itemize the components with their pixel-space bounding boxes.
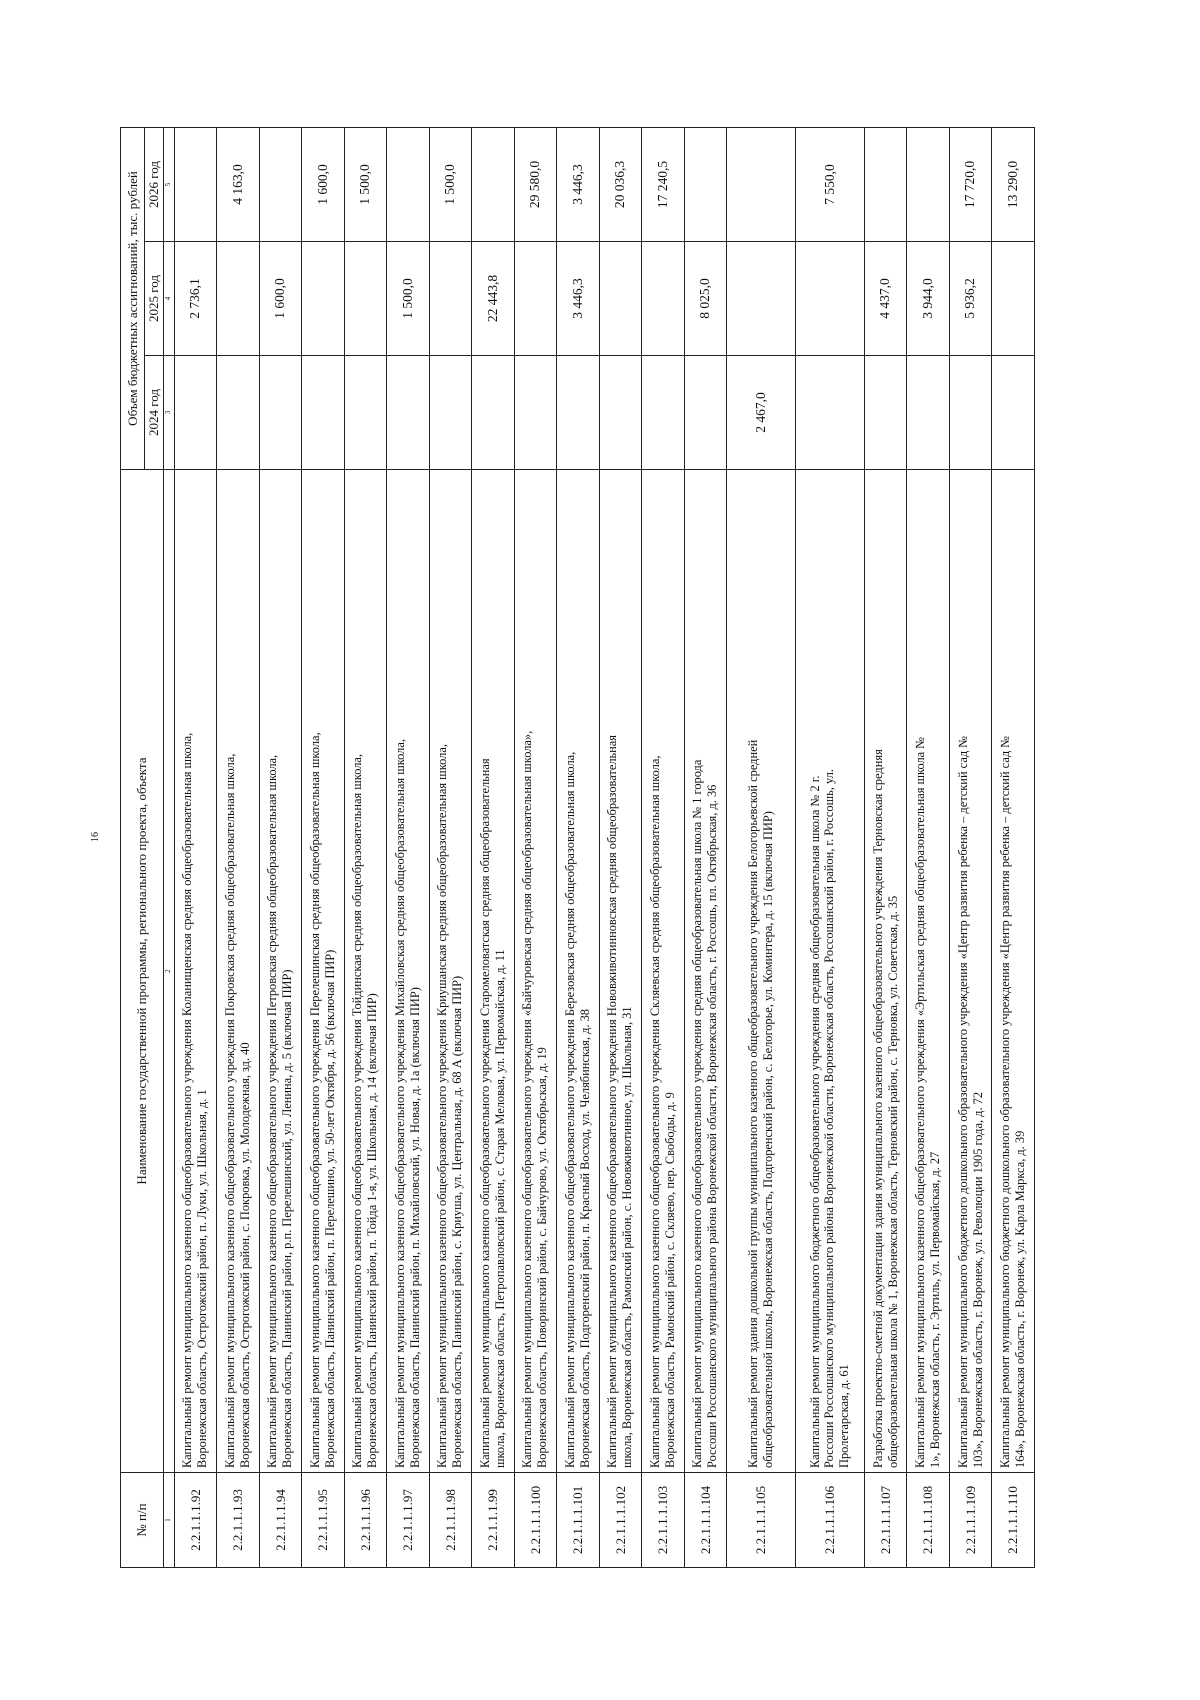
- object-name-line: Воронежская область, Острогожский район, с. Покровка, ул. Молодежная, зд. 40: [237, 1042, 252, 1468]
- table-row: [864, 127, 907, 1567]
- row-object-name: [599, 470, 642, 1473]
- table-row: [795, 127, 864, 1567]
- table-row: [174, 127, 217, 1567]
- row-number: 2.2.1.1.1.101: [557, 1473, 600, 1568]
- row-object-name: [217, 470, 260, 1473]
- row-amount-2024: [795, 356, 864, 470]
- row-amount-2024: [429, 356, 472, 470]
- row-amount-2024: [907, 356, 950, 470]
- row-amount-2025: [992, 242, 1035, 356]
- row-object-name: [949, 470, 992, 1473]
- row-object-name: [429, 470, 472, 1473]
- row-amount-2025: 22 443,8: [472, 242, 515, 356]
- object-name-line: Капитальный ремонт муниципального бюджетного дошкольного образовательного учреждения «Центр развития ребенка – детский сад №: [955, 735, 970, 1468]
- header-name: Наименование государственной программы, регионального проекта, объекта: [121, 470, 164, 1473]
- row-object-name: [344, 470, 387, 1473]
- row-number: 2.2.1.1.1.102: [599, 1473, 642, 1568]
- row-amount-2024: [302, 356, 345, 470]
- object-name-line: Капитальный ремонт муниципального казенного общеобразовательного учреждения Коланищенская средняя общеобразовательная школа,: [180, 732, 195, 1468]
- object-name-line: Россоши Россошанского муниципального района Воронежской области, Воронежская область, г. Россошь, пл. Октябрьская, д. 36: [705, 784, 720, 1468]
- object-name-line: Капитальный ремонт муниципального казенного общеобразовательного учреждения средняя общеобразовательная школа № 1 города: [690, 759, 705, 1468]
- row-amount-2025: [795, 242, 864, 356]
- table-body: [174, 127, 1034, 1567]
- row-number: 2.2.1.1.1.109: [949, 1473, 992, 1568]
- row-amount-2024: [864, 356, 907, 470]
- object-name-line: Воронежская область, Панинский район, п. Михайловский, ул. Новая, д. 1а (включая ПИР): [407, 987, 422, 1468]
- row-amount-2025: [514, 242, 557, 356]
- row-amount-2026: 20 036,3: [599, 127, 642, 241]
- table-row: [992, 127, 1035, 1567]
- row-number: 2.2.1.1.1.92: [174, 1473, 217, 1568]
- object-name-line: Капитальный ремонт здания дошкольной группы муниципального казенного общеобразовательного учреждения Белогорьевской средней: [746, 739, 761, 1468]
- row-object-name: [174, 470, 217, 1473]
- row-amount-2026: 4 163,0: [217, 127, 260, 241]
- row-amount-2026: 1 500,0: [429, 127, 472, 241]
- row-amount-2025: 8 025,0: [684, 242, 727, 356]
- row-object-name: [514, 470, 557, 1473]
- table-row: [472, 127, 515, 1567]
- row-amount-2024: [472, 356, 515, 470]
- row-amount-2026: 7 550,0: [795, 127, 864, 241]
- row-amount-2024: [684, 356, 727, 470]
- row-object-name: [557, 470, 600, 1473]
- row-amount-2025: [344, 242, 387, 356]
- row-object-name: [387, 470, 430, 1473]
- object-name-line: Капитальный ремонт муниципального казенного общеобразовательного учреждения «Эртильская средняя общеобразовательная школа №: [913, 736, 928, 1468]
- row-number: 2.2.1.1.1.99: [472, 1473, 515, 1568]
- rotated-table-sheet: [120, 128, 1035, 1568]
- object-name-line: Пролетарская, д. 61: [837, 1364, 852, 1468]
- row-amount-2024: [387, 356, 430, 470]
- row-amount-2026: [907, 127, 950, 241]
- row-number: 2.2.1.1.1.106: [795, 1473, 864, 1568]
- table-row: [727, 127, 796, 1567]
- row-number: 2.2.1.1.1.103: [642, 1473, 685, 1568]
- row-number: 2.2.1.1.1.100: [514, 1473, 557, 1568]
- object-name-line: Воронежская область, Панинский район, р.п. Перелешинский, ул. Ленина, д. 5 (включая ПИР): [280, 969, 295, 1468]
- header-year-2025: 2025 год: [145, 242, 164, 356]
- object-name-line: Капитальный ремонт муниципального казенного общеобразовательного учреждения Покровская средняя общеобразовательная школа,: [222, 753, 237, 1468]
- index-cell: 2: [163, 470, 174, 1473]
- object-name-line: Капитальный ремонт муниципального казенного общеобразовательного учреждения Петровская средняя общеобразовательная школа,: [265, 754, 280, 1468]
- row-amount-2025: [599, 242, 642, 356]
- row-number: 2.2.1.1.1.95: [302, 1473, 345, 1568]
- row-number: 2.2.1.1.1.107: [864, 1473, 907, 1568]
- object-name-line: Воронежская область, Подгоренский район, п. Красный Восход, ул. Челябинская, д. 38: [577, 1009, 592, 1468]
- row-amount-2024: 2 467,0: [727, 356, 796, 470]
- index-cell: 1: [163, 1473, 174, 1568]
- row-number: 2.2.1.1.1.96: [344, 1473, 387, 1568]
- row-number: 2.2.1.1.1.105: [727, 1473, 796, 1568]
- row-amount-2025: 4 437,0: [864, 242, 907, 356]
- row-number: 2.2.1.1.1.104: [684, 1473, 727, 1568]
- row-amount-2024: [642, 356, 685, 470]
- object-name-line: Капитальный ремонт муниципального казенного общеобразовательного учреждения Тойдинская средняя общеобразовательная школа,: [350, 753, 365, 1468]
- row-object-name: [907, 470, 950, 1473]
- table-row: [557, 127, 600, 1567]
- index-cell: 5: [163, 127, 174, 241]
- row-object-name: [302, 470, 345, 1473]
- table-row: [599, 127, 642, 1567]
- index-cell: 3: [163, 356, 174, 470]
- row-amount-2026: [684, 127, 727, 241]
- object-name-line: Капитальный ремонт муниципального бюджетного общеобразовательного учреждения средняя общеобразовательная школа № 2 г.: [807, 775, 822, 1468]
- object-name-line: Воронежская область, Панинский район, п. Перелешино, ул. 50-лет Октября, д. 56 (включая ПИР): [322, 949, 337, 1468]
- row-amount-2026: [727, 127, 796, 241]
- row-object-name: [864, 470, 907, 1473]
- row-object-name: [992, 470, 1035, 1473]
- object-name-line: Капитальный ремонт муниципального казенного общеобразовательного учреждения Криушанская средняя общеобразовательная школа,: [435, 744, 450, 1468]
- object-name-line: 1», Воронежская область, г. Эртиль, ул. Первомайская, д. 27: [928, 1151, 942, 1468]
- object-name-line: Капитальный ремонт муниципального казенного общеобразовательного учреждения Перелешинская средняя общеобразовательная школа,: [307, 732, 322, 1468]
- row-amount-2024: [217, 356, 260, 470]
- table-row: [907, 127, 950, 1567]
- object-name-line: общеобразовательной школы, Воронежская область, Подгоренский район, с. Белогорье, ул. Коминтера, д. 15 (включая ПИР): [761, 811, 775, 1468]
- header-index-row: [163, 127, 174, 1567]
- row-object-name: [684, 470, 727, 1473]
- row-amount-2024: [174, 356, 217, 470]
- table-row: [429, 127, 472, 1567]
- row-amount-2025: 2 736,1: [174, 242, 217, 356]
- table-row: [514, 127, 557, 1567]
- object-name-line: Капитальный ремонт муниципального казенного общеобразовательного учреждения Михайловская средняя общеобразовательная школа,: [392, 739, 407, 1468]
- table-row: [387, 127, 430, 1567]
- table-row: [344, 127, 387, 1567]
- row-amount-2024: [992, 356, 1035, 470]
- row-amount-2026: [864, 127, 907, 241]
- table-row: [642, 127, 685, 1567]
- object-name-line: 103», Воронежская область, г. Воронеж, ул. Революции 1905 года, д. 72: [970, 1091, 985, 1468]
- object-name-line: Воронежская область, Поворинский район, с. Байчурово, ул. Октябрьская, д. 19: [535, 1047, 550, 1468]
- page-number: 16: [90, 832, 101, 842]
- row-number: 2.2.1.1.1.93: [217, 1473, 260, 1568]
- row-amount-2026: 13 290,0: [992, 127, 1035, 241]
- row-amount-2024: [599, 356, 642, 470]
- row-amount-2026: 1 500,0: [344, 127, 387, 241]
- row-amount-2025: 3 446,3: [557, 242, 600, 356]
- row-amount-2025: 3 944,0: [907, 242, 950, 356]
- row-amount-2025: [642, 242, 685, 356]
- row-amount-2025: [217, 242, 260, 356]
- header-year-2026: 2026 год: [145, 127, 164, 241]
- object-name-line: общеобразовательная школа № 1, Воронежская область, Терновский район, с. Терновка, ул. Советская, д. 35: [885, 895, 900, 1468]
- row-object-name: [259, 470, 302, 1473]
- row-amount-2024: [949, 356, 992, 470]
- row-amount-2026: 17 720,0: [949, 127, 992, 241]
- row-amount-2026: 17 240,5: [642, 127, 685, 241]
- row-amount-2026: [259, 127, 302, 241]
- row-amount-2024: [514, 356, 557, 470]
- object-name-line: Капитальный ремонт муниципального казенного общеобразовательного учреждения Березовская средняя общеобразовательная школа,: [562, 751, 577, 1468]
- header-budget: Объем бюджетных ассигнований, тыс. рублей: [121, 127, 145, 469]
- row-object-name: [727, 470, 796, 1473]
- object-name-line: Капитальный ремонт муниципального казенного общеобразовательного учреждения Скляевская средняя общеобразовательная школа,: [647, 755, 662, 1468]
- row-amount-2026: 29 580,0: [514, 127, 557, 241]
- row-amount-2024: [344, 356, 387, 470]
- row-amount-2024: [259, 356, 302, 470]
- row-object-name: [795, 470, 864, 1473]
- row-number: 2.2.1.1.1.110: [992, 1473, 1035, 1568]
- object-name-line: Капитальный ремонт муниципального бюджетного дошкольного образовательного учреждения «Центр развития ребенка – детский сад №: [998, 735, 1013, 1468]
- row-amount-2026: 1 600,0: [302, 127, 345, 241]
- object-name-line: Воронежская область, Панинский район, с. Криуша, ул. Центральная, д. 68 А (включая ПИР): [450, 975, 465, 1468]
- row-amount-2025: [302, 242, 345, 356]
- budget-table: [120, 127, 1035, 1568]
- table-header: [121, 127, 175, 1567]
- object-name-line: Капитальный ремонт муниципального казенного общеобразовательного учреждения Старомеловатская средняя общеобразовательная: [477, 758, 492, 1468]
- object-name-line: Капитальный ремонт муниципального казенного общеобразовательного учреждения «Байчуровская средняя общеобразовательная школа»,: [520, 730, 535, 1468]
- row-amount-2025: 1 600,0: [259, 242, 302, 356]
- header-number: № п/п: [121, 1473, 164, 1568]
- object-name-line: Воронежская область, Острогожский район, п. Луки, ул. Школьная, д. 1: [195, 1089, 210, 1468]
- object-name-line: Воронежская область, Панинский район, п. Тойда 1-я, ул. Школьная, д. 14 (включая ПИР): [365, 993, 380, 1468]
- object-name-line: школа, Воронежская область, Петропавловский район, с. Старая Меловая, ул. Первомайская, д. 11: [492, 949, 507, 1468]
- row-amount-2025: [727, 242, 796, 356]
- index-cell: 4: [163, 242, 174, 356]
- row-amount-2026: [174, 127, 217, 241]
- table-row: [217, 127, 260, 1567]
- row-number: 2.2.1.1.1.98: [429, 1473, 472, 1568]
- row-amount-2025: 5 936,2: [949, 242, 992, 356]
- row-number: 2.2.1.1.1.97: [387, 1473, 430, 1568]
- object-name-line: Капитальный ремонт муниципального казенного общеобразовательного учреждения Нововживотинновская средняя общеобразовательная: [605, 735, 620, 1468]
- header-year-2024: 2024 год: [145, 356, 164, 470]
- table-row: [259, 127, 302, 1567]
- row-amount-2025: 1 500,0: [387, 242, 430, 356]
- row-object-name: [472, 470, 515, 1473]
- row-object-name: [642, 470, 685, 1473]
- table-row: [684, 127, 727, 1567]
- object-name-line: Воронежская область, Рамонский район, с. Скляево, пер. Свободы, д. 9: [662, 1092, 677, 1468]
- table-row: [302, 127, 345, 1567]
- row-amount-2024: [557, 356, 600, 470]
- row-amount-2025: [429, 242, 472, 356]
- row-amount-2026: [472, 127, 515, 241]
- row-number: 2.2.1.1.1.108: [907, 1473, 950, 1568]
- object-name-line: школа, Воронежская область, Рамонский район, с. Нововживотинное, ул. Школьная, 31: [620, 1006, 635, 1468]
- object-name-line: Разработка проектно-сметной документации здания муниципального казенного общеобразовательного учреждения Терновская средняя: [870, 749, 885, 1468]
- row-number: 2.2.1.1.1.94: [259, 1473, 302, 1568]
- object-name-line: Россоши Россошанского муниципального района Воронежской области, Воронежская область, Россошанский район, г. Россошь, ул.: [822, 769, 837, 1468]
- object-name-line: 164», Воронежская область, г. Воронеж, ул. Карла Маркса, д. 39: [1013, 1130, 1028, 1468]
- table-row: [949, 127, 992, 1567]
- row-amount-2026: [387, 127, 430, 241]
- row-amount-2026: 3 446,3: [557, 127, 600, 241]
